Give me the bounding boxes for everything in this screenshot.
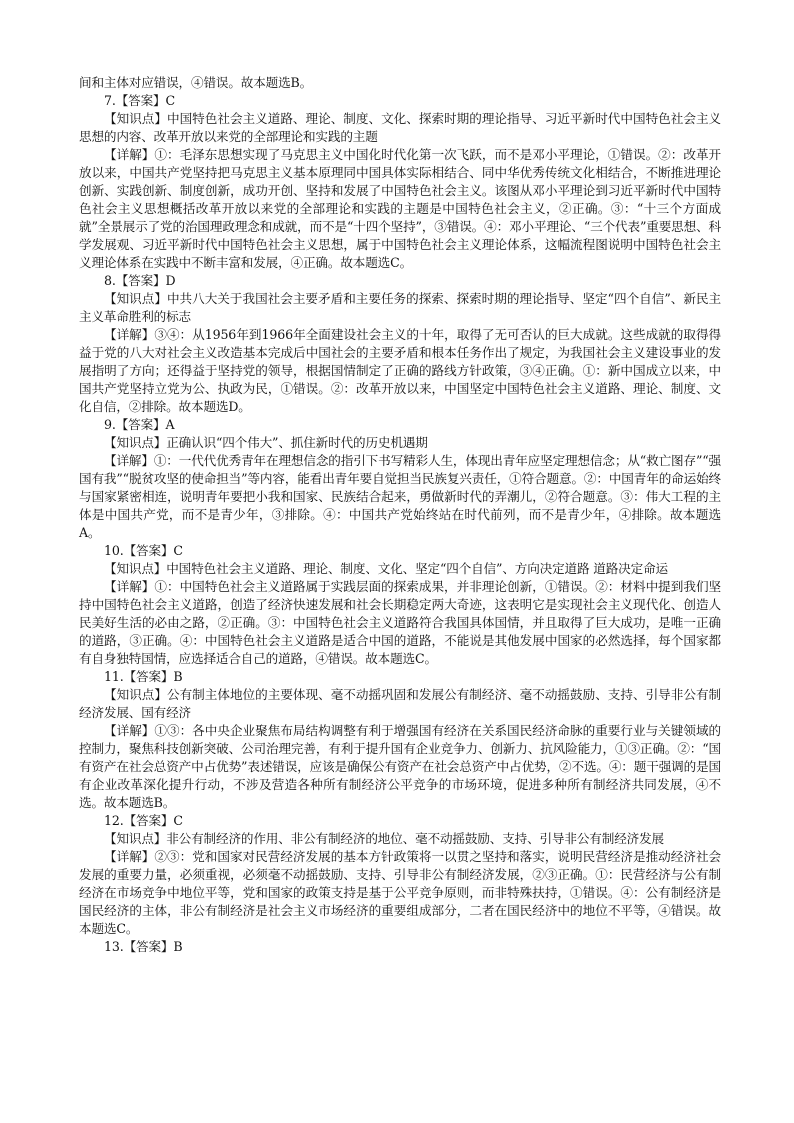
answer-13: 13.【答案】B: [104, 939, 183, 954]
knowledge-8: 【知识点】中共八大关于我国社会主要矛盾和主要任务的探索、探索时期的理论指导、坚定“四个自信”、新民主主义革命胜利的标志: [79, 291, 721, 324]
detail-8: 【详解】③④：从1956年到1966年全面建设社会主义的十年，取得了无可否认的巨大成就。这些成就的取得得益于党的八大对社会主义改造基本完成后中国社会的主要矛盾和根本任务作出了规定，为我国社会主义建设事业的发展指明了方向；还得益于坚持党的领导，根据国情制定了正确的路线方针政策，③④正确。①：新中国成立以来，中国共产党坚持立党为公、执政为民，①错误。②：改革开放以来，中国坚定中国特色社会主义道路、理论、制度、文化自信，②排除。故本题选D。: [79, 327, 721, 414]
answer-7: 7.【答案】C: [104, 93, 175, 108]
knowledge-7: 【知识点】中国特色社会主义道路、理论、制度、文化、探索时期的理论指导、习近平新时代中国特色社会主义思想的内容、改革开放以来党的全部理论和实践的主题: [79, 111, 721, 144]
knowledge-12: 【知识点】非公有制经济的作用、非公有制经济的地位、毫不动摇鼓励、支持、引导非公有制经济发展: [104, 831, 664, 846]
answer-12: 12.【答案】C: [104, 813, 183, 828]
detail-7: 【详解】①：毛泽东思想实现了马克思主义中国化时代化第一次飞跃，而不是邓小平理论，①错误。②：改革开放以来，中国共产党坚持把马克思主义基本原理同中国具体实际相结合、同中华优秀传统文化相结合，不断推进理论创新、实践创新、制度创新，成功开创、坚持和发展了中国特色社会主义。该图从邓小平理论到习近平新时代中国特色社会主义思想概括改革开放以来党的全部理论和实践的主题是中国特色社会主义，②正确。③：“十三个方面成就”全景展示了党的治国理政理念和成就，而不是“十四个坚持”，③错误。④：邓小平理论、“三个代表”重要思想、科学发展观、习近平新时代中国特色社会主义思想，属于中国特色社会主义理论体系，这幅流程图说明中国特色社会主义理论体系在实践中不断丰富和发展，④正确。故本题选C。: [79, 147, 721, 270]
knowledge-10: 【知识点】中国特色社会主义道路、理论、制度、文化、坚定“四个自信”、方向决定道路 道路决定命运: [104, 561, 668, 576]
answer-9: 9.【答案】A: [104, 417, 175, 432]
detail-9: 【详解】①：一代代优秀青年在理想信念的指引下书写精彩人生，体现出青年应坚定理想信念；从“救亡图存”“强国有我”“脱贫攻坚的使命担当”等内容，能看出青年要自觉担当民族复兴责任，①符合题意。②：中国青年的命运始终与国家紧密相连，说明青年要把小我和国家、民族结合起来，勇做新时代的弄潮儿，②符合题意。③：伟大工程的主体是中国共产党，而不是青少年，③排除。④：中国共产党始终站在时代前列，而不是青少年，④排除。故本题选A。: [79, 453, 721, 540]
answer-explanations: [79, 74, 721, 956]
answer-8: 8.【答案】D: [104, 273, 176, 288]
knowledge-9: 【知识点】正确认识“四个伟大”、抓住新时代的历史机遇期: [104, 435, 428, 450]
detail-11: 【详解】①③：各中央企业聚焦布局结构调整有利于增强国有经济在关系国民经济命脉的重要行业与关键领域的控制力，聚焦科技创新突破、公司治理完善，有利于提升国有企业竞争力、创新力、抗风险能力，①③正确。②：“国有资产在社会总资产中占优势”表述错误，应该是确保公有资产在社会总资产中占优势，②不选。④：题干强调的是国有企业改革深化提升行动，不涉及营造各种所有制经济公平竞争的市场环境，促进多种所有制经济共同发展，④不选。故本题选B。: [79, 723, 721, 810]
knowledge-11: 【知识点】公有制主体地位的主要体现、毫不动摇巩固和发展公有制经济、毫不动摇鼓励、支持、引导非公有制经济发展、国有经济: [79, 687, 721, 720]
detail-10: 【详解】①：中国特色社会主义道路属于实践层面的探索成果，并非理论创新，①错误。②：材料中提到我们坚持中国特色社会主义道路，创造了经济快速发展和社会长期稳定两大奇迹，这表明它是实现社会主义现代化、创造人民美好生活的必由之路，②正确。③：中国特色社会主义道路符合我国具体国情，并且取得了巨大成功，是唯一正确的道路，③正确。④：中国特色社会主义道路是适合中国的道路，不能说是其他发展中国家的必然选择，每个国家都有自身独特国情，应选择适合自己的道路，④错误。故本题选C。: [79, 579, 721, 666]
intro-line: 间和主体对应错误，④错误。故本题选B。: [79, 75, 313, 90]
answer-10: 10.【答案】C: [104, 543, 183, 558]
detail-12: 【详解】②③：党和国家对民营经济发展的基本方针政策将一以贯之坚持和落实，说明民营经济是推动经济社会发展的重要力量，必须重视，必须毫不动摇鼓励、支持、引导非公有制经济发展，②③正确。①：民营经济与公有制经济在市场竞争中地位平等，党和国家的政策支持是基于公平竞争原则，而非特殊扶持，①错误。④：公有制经济是国民经济的主体，非公有制经济是社会主义市场经济的重要组成部分，二者在国民经济中的地位不平等，④错误。故本题选C。: [79, 849, 721, 936]
answer-11: 11.【答案】B: [104, 669, 183, 684]
